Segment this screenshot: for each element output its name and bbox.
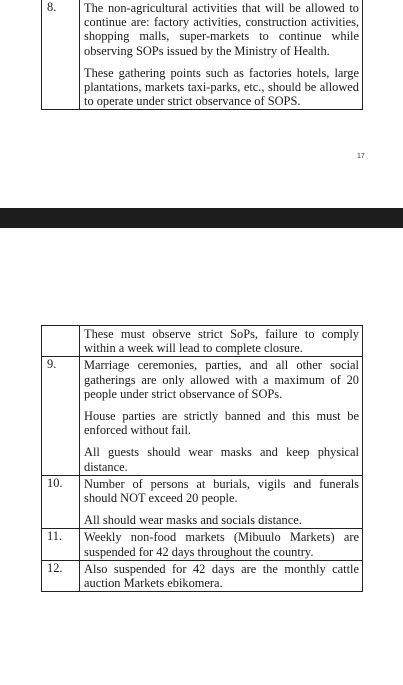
measures-table-bottom [41, 325, 363, 592]
row-text [80, 529, 363, 560]
paragraph: Weekly non-food markets (Mibuulo Markets) are suspended for 42 days throughout the country. [84, 530, 359, 559]
paragraph: House parties are strictly banned and this must be enforced without fail. [84, 409, 359, 438]
paragraph: Number of persons at burials, vigils and funerals should NOT exceed 20 people. [84, 476, 359, 506]
row-text [80, 357, 363, 475]
table-row-11 [42, 529, 363, 560]
paragraph: These must observe strict SoPs, failure to comply within a week will lead to complete closure. [84, 327, 359, 356]
page-separator [0, 208, 403, 228]
row-text [80, 475, 363, 529]
paragraph: All should wear masks and socials distance. [84, 513, 302, 528]
table-row-9 [42, 357, 363, 475]
row-text [80, 560, 363, 591]
row-number [42, 326, 80, 357]
paragraph: Marriage ceremonies, parties, and all other social gatherings are only allowed with a maximum of 20 people under strict observance of SOPs. [84, 358, 359, 401]
row-text [80, 326, 363, 357]
row-number: 10. [42, 475, 80, 529]
paragraph: These gathering points such as factories hotels, large plantations, markets taxi-parks, etc., should be allowed to operate under strict observance of SOPS. [84, 65, 359, 109]
table-row-10 [42, 475, 363, 529]
paragraph: The non-agricultural activities that will be allowed to continue are: factory activities, construction activities, shopping malls, super-markets to continue while observing SOPs issued by the Ministry of Health. [84, 1, 359, 58]
paragraph: Also suspended for 42 days are the monthly cattle auction Markets ebikomera. [84, 561, 359, 591]
row-number: 11. [42, 529, 80, 560]
table-row-continued [42, 326, 363, 357]
row-number: 9. [42, 357, 80, 475]
document-page-top [0, 0, 403, 208]
table-row-8 [42, 0, 363, 110]
measures-table-top [41, 0, 363, 110]
paragraph: All guests should wear masks and keep physical distance. [84, 445, 359, 474]
row-text [80, 0, 363, 110]
table-row-12 [42, 560, 363, 591]
row-number: 8. [42, 0, 80, 110]
page-number: 17 [357, 153, 365, 160]
row-number: 12. [42, 560, 80, 591]
